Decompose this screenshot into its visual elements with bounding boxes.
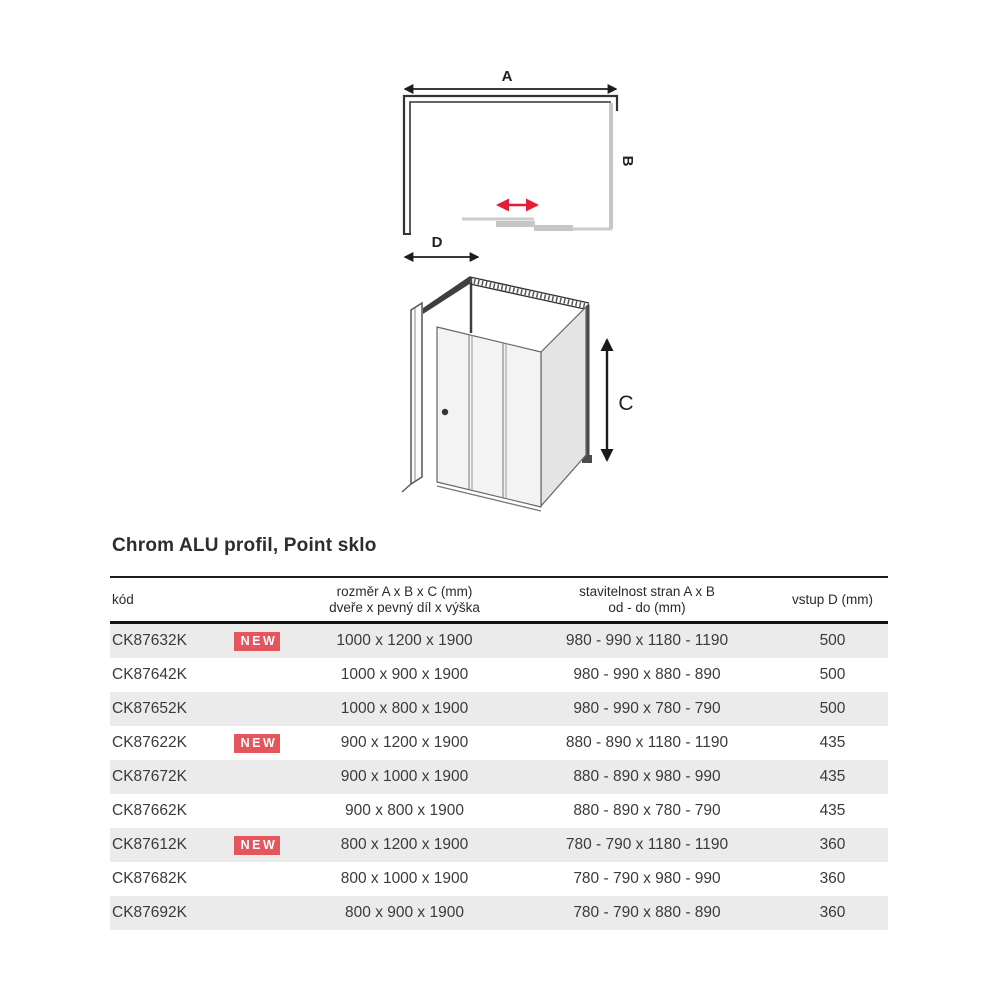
badge-cell	[222, 760, 292, 794]
table-row	[110, 896, 888, 930]
spec-table-header	[110, 577, 888, 623]
stavitelnost-cell: 980 - 990 x 880 - 890	[573, 666, 721, 684]
vstup-cell: 500	[819, 666, 846, 684]
spec-table	[110, 576, 888, 930]
isometric-diagram	[393, 262, 678, 532]
dimension-a-label: A	[501, 68, 513, 85]
floor-line	[402, 484, 411, 492]
vstup-cell: 500	[819, 700, 846, 718]
header-badge-spacer	[222, 577, 292, 623]
product-code-cell: CK87662K	[112, 802, 187, 820]
product-code-cell: CK87612K	[112, 836, 187, 854]
product-code-cell: CK87692K	[112, 904, 187, 922]
stavitelnost-cell: 780 - 790 x 880 - 890	[573, 904, 721, 922]
header-rozmer	[292, 577, 517, 623]
badge-cell	[222, 623, 292, 659]
rozmer-cell: 900 x 1200 x 1900	[340, 734, 469, 752]
product-code-cell: CK87622K	[112, 734, 187, 752]
product-code-cell: CK87652K	[112, 700, 187, 718]
product-code-cell: CK87632K	[112, 632, 187, 650]
wall-panel	[411, 303, 422, 484]
dimension-b-label: B	[619, 155, 636, 167]
product-code-cell: CK87672K	[112, 768, 187, 786]
table-row	[110, 794, 888, 828]
header-rozmer-line2: dveře x pevný díl x výška	[329, 600, 480, 616]
dimension-d-label: D	[431, 234, 443, 251]
rozmer-cell: 1000 x 900 x 1900	[340, 666, 469, 684]
table-row	[110, 828, 888, 862]
vstup-cell: 435	[819, 734, 846, 752]
table-row	[110, 862, 888, 896]
header-vstup: vstup D (mm)	[777, 577, 888, 623]
sliding-door-panel-2	[534, 225, 573, 231]
rozmer-cell: 1000 x 1200 x 1900	[336, 632, 473, 650]
header-stavitelnost	[517, 577, 777, 623]
rozmer-cell: 800 x 1000 x 1900	[340, 870, 469, 888]
new-badge: NEW	[234, 734, 281, 754]
rozmer-cell: 800 x 900 x 1900	[345, 904, 464, 922]
table-row	[110, 760, 888, 794]
vstup-cell: 360	[819, 836, 846, 854]
new-badge: NEW	[234, 632, 281, 652]
vstup-cell: 435	[819, 768, 846, 786]
table-row	[110, 658, 888, 692]
vstup-cell: 435	[819, 802, 846, 820]
stavitelnost-cell: 880 - 890 x 780 - 790	[573, 802, 721, 820]
stavitelnost-cell: 980 - 990 x 780 - 790	[573, 700, 721, 718]
header-stavitelnost-line2: od - do (mm)	[608, 600, 686, 616]
door-handle	[442, 409, 448, 415]
vstup-cell: 500	[819, 632, 846, 650]
badge-cell	[222, 896, 292, 930]
page-title: Chrom ALU profil, Point sklo	[112, 535, 377, 556]
badge-cell	[222, 828, 292, 862]
table-row	[110, 623, 888, 659]
stavitelnost-cell: 780 - 790 x 980 - 990	[573, 870, 721, 888]
table-row	[110, 726, 888, 760]
product-code-cell: CK87642K	[112, 666, 187, 684]
stavitelnost-cell: 780 - 790 x 1180 - 1190	[565, 836, 729, 854]
top-rail-right-outer	[470, 277, 589, 303]
stavitelnost-cell: 980 - 990 x 1180 - 1190	[565, 632, 729, 650]
top-rail-hatching	[470, 281, 589, 307]
header-stavitelnost-line1: stavitelnost stran A x B	[579, 584, 715, 599]
top-rail-right-inner	[470, 284, 589, 310]
sliding-door-face	[437, 327, 541, 507]
table-row	[110, 692, 888, 726]
vstup-cell: 360	[819, 870, 846, 888]
sliding-door-panel-1	[496, 221, 535, 227]
badge-cell	[222, 726, 292, 760]
stavitelnost-cell: 880 - 890 x 980 - 990	[573, 768, 721, 786]
wall-outline-inner	[410, 102, 611, 234]
plan-view-diagram	[385, 55, 675, 270]
badge-cell	[222, 794, 292, 828]
badge-cell	[222, 692, 292, 726]
dimension-c-label: C	[618, 392, 634, 415]
wall-outline-outer	[404, 96, 617, 234]
rozmer-cell: 900 x 800 x 1900	[345, 802, 464, 820]
badge-cell	[222, 658, 292, 692]
new-badge: NEW	[234, 836, 281, 856]
vstup-cell: 360	[819, 904, 846, 922]
rozmer-cell: 1000 x 800 x 1900	[340, 700, 469, 718]
header-rozmer-line1: rozměr A x B x C (mm)	[336, 584, 473, 599]
product-code-cell: CK87682K	[112, 870, 187, 888]
rozmer-cell: 800 x 1200 x 1900	[340, 836, 469, 854]
top-rail-left	[423, 276, 471, 314]
side-fixed-panel	[541, 307, 586, 506]
stavitelnost-cell: 880 - 890 x 1180 - 1190	[565, 734, 729, 752]
rozmer-cell: 900 x 1000 x 1900	[340, 768, 469, 786]
header-kod: kód	[110, 577, 222, 623]
badge-cell	[222, 862, 292, 896]
